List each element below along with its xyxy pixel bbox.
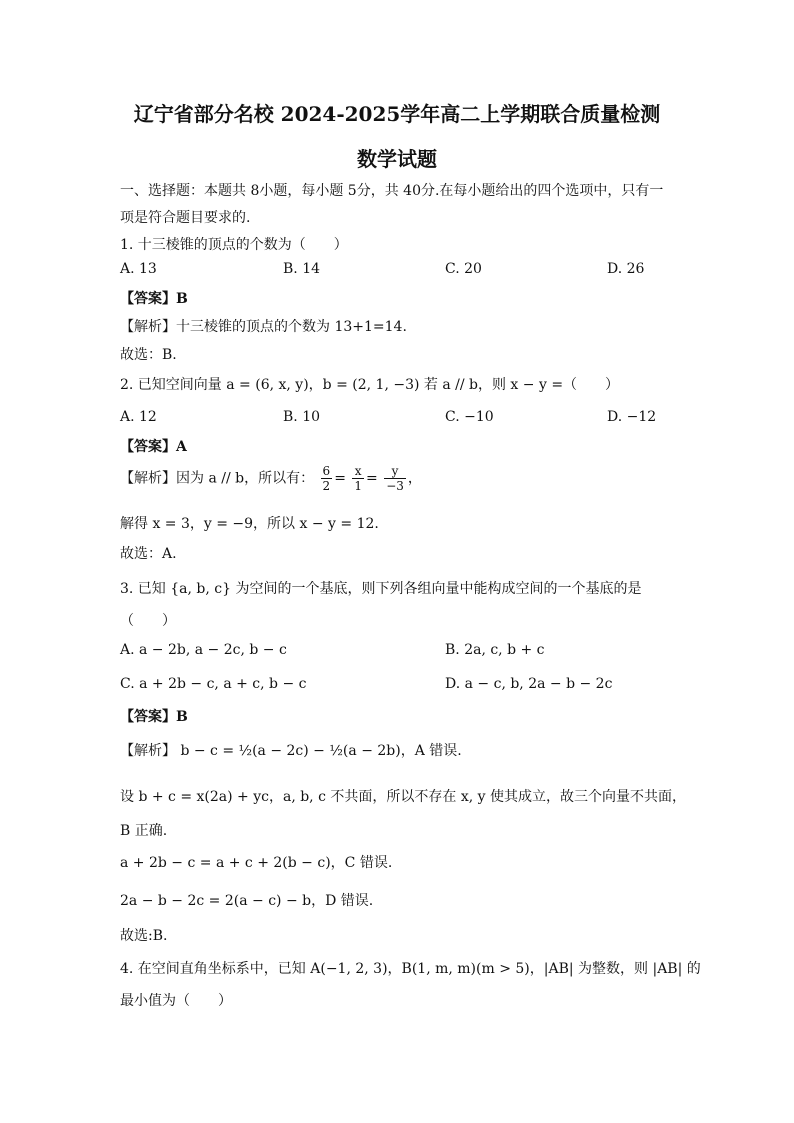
fraction: $\frac{6}{2}$ bbox=[322, 464, 331, 493]
question-2-option-d: D. −12 bbox=[607, 409, 657, 425]
question-4-stem: 4. 在空间直角坐标系中，已知 A(−1, 2, 3)，B(1, m, m)(m > 5)，|AB| 为整数，则 |AB| 的 bbox=[120, 961, 701, 977]
question-1-option-d: D. 26 bbox=[607, 261, 645, 277]
question-1-choice: 故选：B. bbox=[120, 347, 177, 363]
section-intro-cont: 项是符合题目要求的. bbox=[120, 210, 251, 226]
question-2-option-a: A. 12 bbox=[120, 409, 157, 425]
question-1-answer: 【答案】B bbox=[120, 291, 188, 307]
question-2-option-b: B. 10 bbox=[283, 409, 321, 425]
section-intro: 一、选择题：本题共 8小题，每小题 5分，共 40分.在每小题给出的四个选项中，只有一 bbox=[120, 183, 664, 199]
question-3-option-c: C. a + 2b − c, a + c, b − c bbox=[120, 676, 307, 692]
question-3-analysis-2: 设 b + c = x(2a) + yc，a, b, c 不共面，所以不存在 x, y 使其成立，故三个向量不共面， bbox=[120, 789, 686, 805]
question-3-analysis-3: B 正确. bbox=[120, 823, 168, 839]
question-2-analysis-prefix: 【解析】因为 a // b，所以有： bbox=[120, 470, 315, 487]
question-1-option-a: A. 13 bbox=[120, 261, 157, 277]
question-2-analysis: 【解析】因为 a // b，所以有： $\frac{6}{2}$ = $\frac{x}{1}$ = $\frac{y}{-3}$ ， bbox=[120, 464, 422, 493]
question-2-stem: 2. 已知空间向量 a = (6, x, y)，b = (2, 1, −3) 若 a // b，则 x − y =（ ） bbox=[120, 377, 620, 393]
question-3-option-d: D. a − c, b, 2a − b − 2c bbox=[445, 676, 613, 692]
question-3-stem: 3. 已知 {a, b, c} 为空间的一个基底，则下列各组向量中能构成空间的一个基底的是 bbox=[120, 581, 642, 597]
question-3-analysis-4: a + 2b − c = a + c + 2(b − c)，C 错误. bbox=[120, 855, 393, 871]
question-2-answer: 【答案】A bbox=[120, 439, 187, 455]
question-3-paren: （ ） bbox=[120, 613, 176, 629]
question-1-analysis: 【解析】十三棱锥的顶点的个数为 13+1=14. bbox=[120, 319, 407, 335]
fraction: $\frac{y}{-3}$ bbox=[386, 464, 404, 493]
question-1-option-b: B. 14 bbox=[283, 261, 321, 277]
question-4-stem-cont: 最小值为（ ） bbox=[120, 993, 232, 1009]
question-3-analysis-5: 2a − b − 2c = 2(a − c) − b，D 错误. bbox=[120, 893, 374, 909]
fraction: $\frac{x}{1}$ bbox=[354, 464, 363, 493]
question-3-analysis-1: 【解析】 b − c = ½(a − 2c) − ½(a − 2b)，A 错误. bbox=[120, 743, 462, 759]
document-title: 辽宁省部分名校 2024-2025学年高二上学期联合质量检测 bbox=[133, 102, 661, 126]
question-3-choice: 故选:B. bbox=[120, 928, 168, 944]
question-3-answer: 【答案】B bbox=[120, 709, 188, 725]
question-2-option-c: C. −10 bbox=[445, 409, 494, 425]
question-2-solve: 解得 x = 3，y = −9，所以 x − y = 12. bbox=[120, 516, 379, 532]
question-3-option-b: B. 2a, c, b + c bbox=[445, 642, 545, 658]
question-1-option-c: C. 20 bbox=[445, 261, 482, 277]
question-3-option-a: A. a − 2b, a − 2c, b − c bbox=[120, 642, 287, 658]
question-2-choice: 故选：A. bbox=[120, 546, 177, 562]
question-1-stem: 1. 十三棱锥的顶点的个数为（ ） bbox=[120, 237, 348, 253]
document-subtitle: 数学试题 bbox=[357, 147, 437, 171]
